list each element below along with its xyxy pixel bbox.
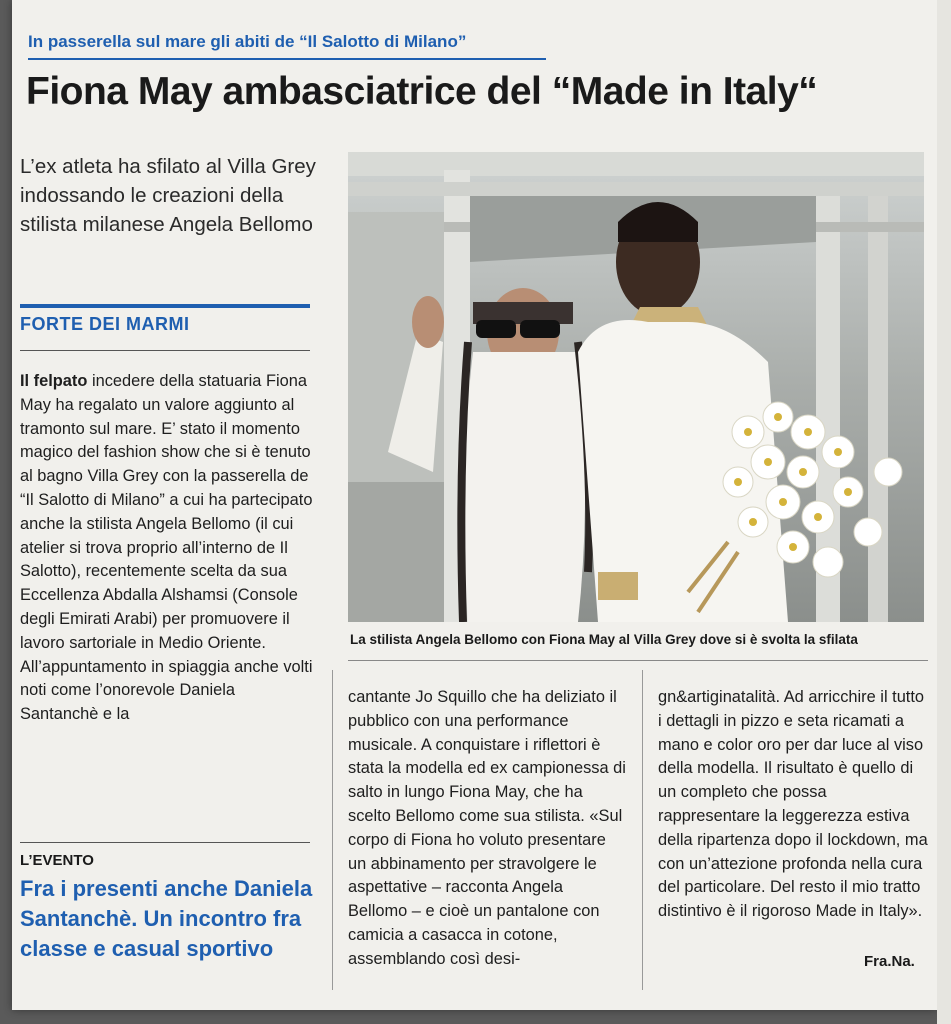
caption-rule	[348, 660, 928, 661]
event-label: L’EVENTO	[20, 852, 94, 869]
headline: Fiona May ambasciatrice del “Made in Italy“	[26, 70, 818, 113]
subheadline: L’ex atleta ha sfilato al Villa Grey indossando le creazioni della stilista milanese Angela Bellomo	[20, 155, 316, 236]
dateline: FORTE DEI MARMI	[20, 314, 190, 334]
article-column-2: cantante Jo Squillo che ha deliziato il pubblico con una performance musicale. A conquistare i riflettori è stata la modella ed ex campionessa di salto in lungo Fiona May, che ha scelto Bellomo come sua stilista. «Sul corpo di Fiona ho voluto presentare un abbinamento per stravolgere le aspettative – racconta Angela Bellomo – e cioè un pantalone con camicia a casacca in cotone, assemblando così desi-	[348, 688, 626, 968]
article-column-1	[20, 370, 315, 727]
event-title: Fra i presenti anche Daniela Santanchè. Un incontro fra classe e casual sportivo	[20, 876, 313, 961]
lead-bold: Il felpato	[20, 372, 88, 390]
section-rule	[20, 304, 310, 308]
author-signature: Fra.Na.	[864, 953, 915, 970]
photo-illustration	[348, 152, 924, 622]
article-column-3: gn&artiginatalità. Ad arricchire il tutto i dettagli in pizzo e seta ricamati a mano e color oro per dar luce al viso della modella. Il risultato è quello di un completo che possa rappresentare la leggerezza estiva della ripartenza dopo il lockdown, ma con un’attezione profonda nella cura del particolare. Del resto il mio tratto distintivo è il rigoroso Made in Italy».	[658, 688, 928, 921]
kicker: In passerella sul mare gli abiti de “Il Salotto di Milano”	[28, 32, 467, 51]
column-divider	[642, 670, 643, 990]
dateline-rule	[20, 350, 310, 351]
kicker-underline	[28, 58, 546, 60]
column-1-text: incedere della statuaria Fiona May ha regalato un valore aggiunto al tramonto sul mare. E’ stato il momento magico del fashion show che si è tenuto al bagno Villa Grey con la passerella de “Il Salotto di Milano” a cui ha partecipato anche la stilista Angela Bellomo (il cui atelier si trova proprio all’interno de Il Salotto), recentemente scelta da sua Eccellenza Abdalla Alshamsi (Console degli Emirati Arabi) per promuovere il lavoro sartoriale in Medio Oriente. All’appuntamento in spiaggia anche volti noti come l’onorevole Daniela Santanchè e la	[20, 372, 313, 724]
page-edge	[937, 0, 951, 1024]
article-photo	[348, 152, 924, 622]
event-rule	[20, 842, 310, 843]
photo-caption: La stilista Angela Bellomo con Fiona May al Villa Grey dove si è svolta la sfilata	[350, 632, 858, 647]
column-divider	[332, 670, 333, 990]
